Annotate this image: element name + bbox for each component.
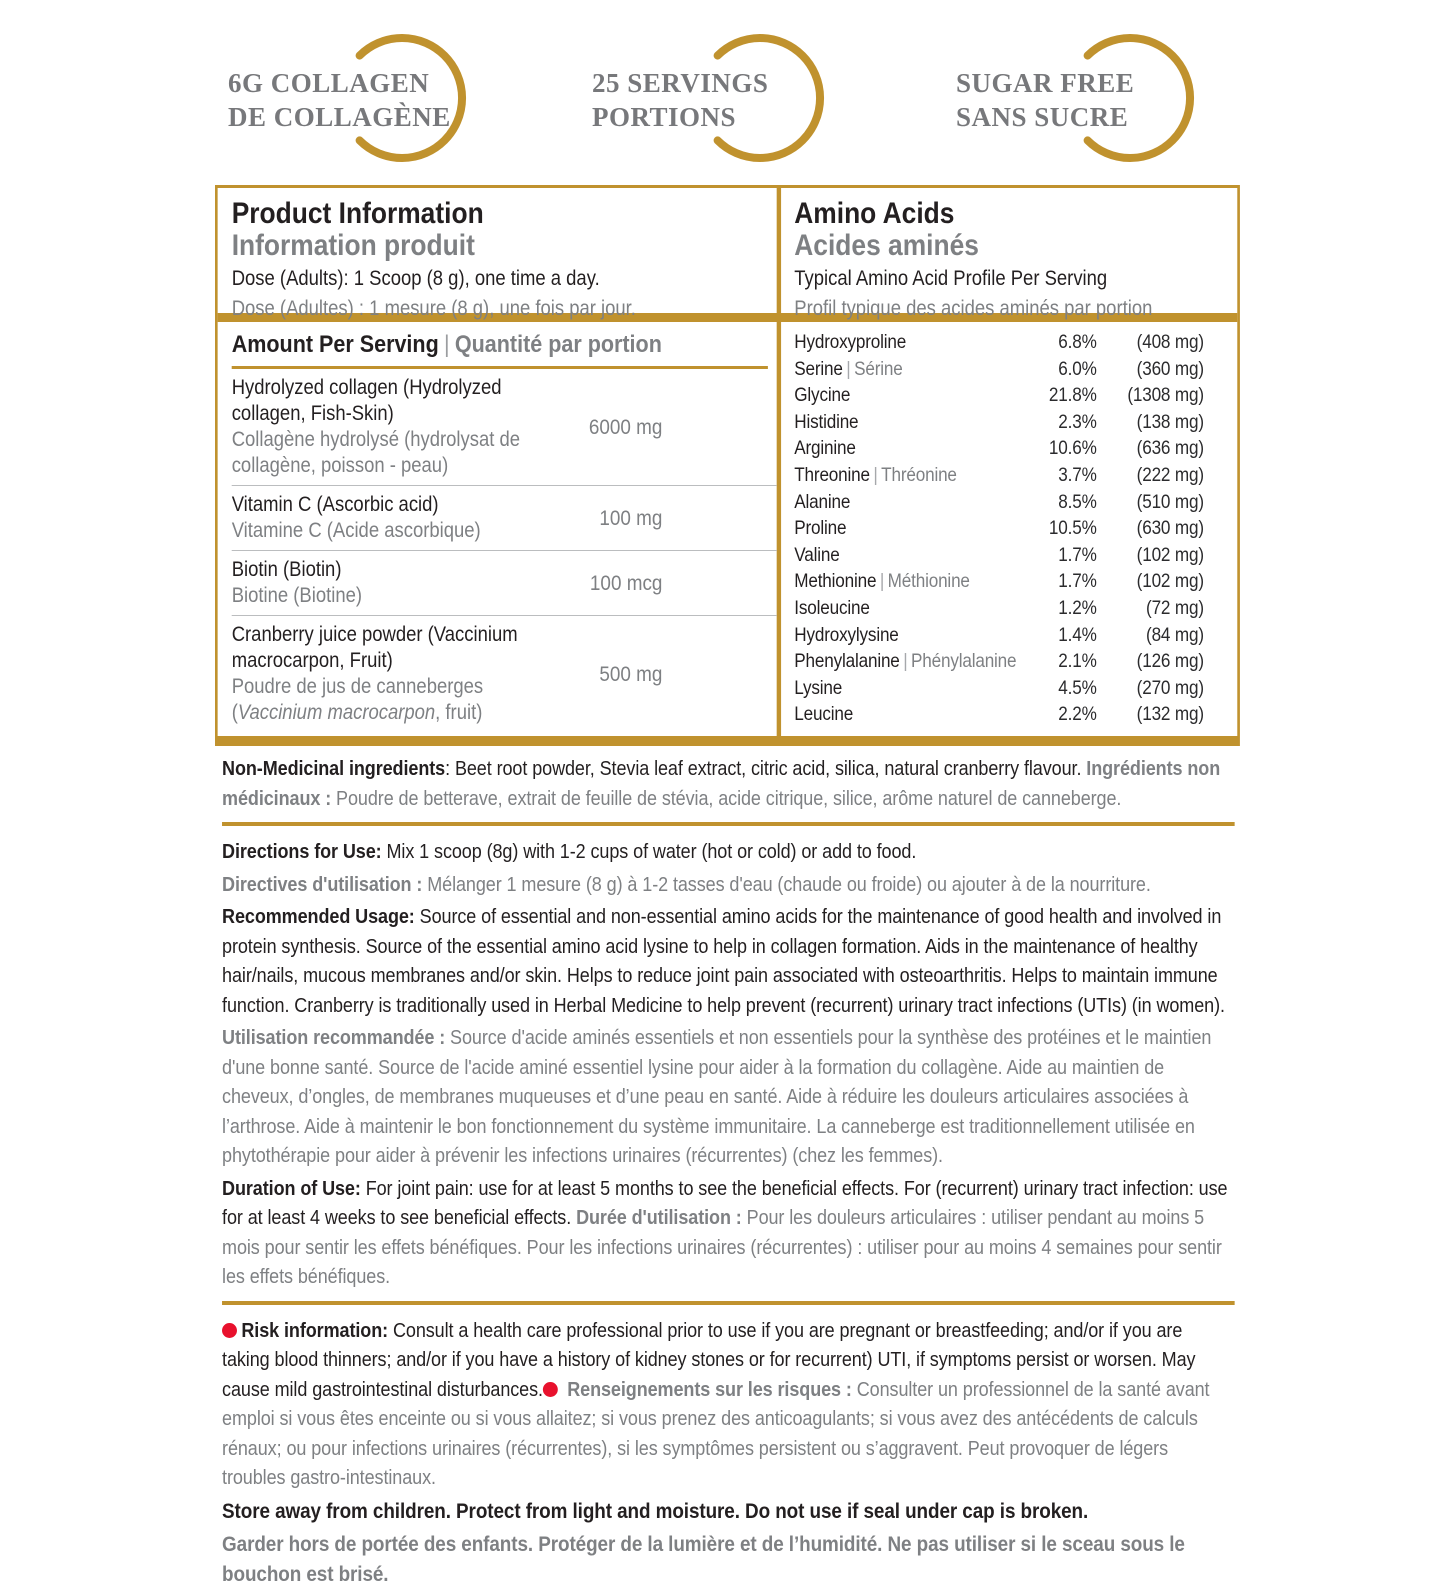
text-segment: Poudre de betterave, extrait de feuille de stévia, acide citrique, silice, arôme naturel de canneberge. — [331, 786, 1122, 810]
text-segment: Directives d'utilisation : — [222, 872, 423, 896]
text-segment: Pour les douleurs articulaires : utiliser pendant au moins 5 mois pour sentir les effets bénéfiques. Pour les infections urinaires (récurrentes) : utiliser pour au moins 4 semaines pour sentir les effets bénéfiques. — [222, 1206, 1222, 1288]
amino-acid-row — [794, 542, 1204, 569]
ingredient-name-fr-segment: Vaccinium macrocarpon — [237, 701, 436, 724]
text-segment: Garder hors de portée des enfants. Protéger de la lumière et de l’humidité. Ne pas utiliser si le sceau sous le bouchon est brisé. — [222, 1531, 1185, 1586]
amino-acid-name-en: Methionine — [794, 570, 877, 593]
amino-acid-name-en: Lysine — [794, 676, 843, 699]
amino-acid-name-en: Proline — [794, 517, 847, 540]
amount-per-serving-en: Amount Per Serving — [231, 331, 439, 358]
text-segment: Renseignements sur les risques : — [562, 1377, 852, 1401]
badge-sugar-free — [956, 30, 1196, 170]
label-content — [215, 185, 1240, 1589]
amino-subtitle-en: Typical Amino Acid Profile Per Serving — [794, 267, 1108, 290]
ingredient-name-fr — [232, 674, 524, 726]
amino-acid-mg: (138 mg) — [1136, 410, 1204, 433]
gold-rule — [222, 822, 1235, 826]
ingredient-name-en: Vitamin C (Ascorbic acid) — [231, 493, 439, 516]
text-segment: Store away from children. Protect from light and moisture. Do not use if seal under cap is broken. — [222, 1498, 1089, 1523]
directions-for-use-en — [222, 837, 1235, 867]
amino-acid-name — [794, 595, 1019, 622]
ingredient-name-en: Biotin (Biotin) — [231, 558, 342, 581]
amino-acid-name-en: Histidine — [794, 410, 859, 433]
amino-acid-name-en: Leucine — [794, 703, 854, 726]
amino-acid-mg: (510 mg) — [1136, 490, 1204, 513]
amino-acid-row — [794, 701, 1204, 728]
badge-collagen — [228, 30, 468, 170]
product-information-title-fr: Information produit — [231, 229, 475, 262]
ingredient-row — [232, 485, 777, 550]
ingredient-name-fr-segment: Collagène hydrolysé (hydrolysat de collagène, poisson - peau) — [231, 428, 521, 477]
amino-acid-name — [794, 675, 1019, 702]
ingredient-name-fr — [232, 583, 524, 609]
amino-acid-row — [794, 515, 1204, 542]
amino-acid-name — [794, 356, 1019, 383]
amino-acid-percent: 2.2% — [1058, 703, 1097, 726]
amount-per-serving-fr: Quantité par portion — [454, 331, 662, 358]
amino-acids-title-fr: Acides aminés — [794, 229, 979, 262]
amino-acid-mg: (126 mg) — [1136, 650, 1204, 673]
amino-acids-title-en: Amino Acids — [794, 197, 955, 230]
text-segment: Consult a health care professional prior to use if you are pregnant or breastfeeding; and/or if you are taking blood thinners; and/or if you have a history of kidney stones or for recurrent) UTI, if symptoms persist or worsen. May cause mild gastrointestinal disturbances. — [222, 1318, 1196, 1401]
amino-acid-mg: (132 mg) — [1136, 703, 1204, 726]
amino-acid-row — [794, 675, 1204, 702]
badge-servings-label — [592, 66, 768, 134]
ingredient-names — [232, 375, 531, 479]
table-body-row — [218, 322, 1238, 736]
risk-bullet-icon — [222, 1323, 237, 1338]
amino-acid-name — [794, 489, 1019, 516]
amino-acids-header — [781, 188, 1237, 320]
amino-acid-mg: (630 mg) — [1136, 517, 1204, 540]
amino-acid-name-fr: Phénylalanine — [910, 650, 1017, 673]
text-segment: Utilisation recommandée : — [222, 1026, 446, 1049]
amino-acid-percent: 1.2% — [1058, 596, 1097, 619]
text-segment: Consulter un professionnel de la santé avant emploi si vous êtes enceinte ou si vous allaitez; si vous prenez des anticoagulants; si vous avez des antécédents de calculs rénaux; ou pour infections urinaires (récurrentes), si les symptômes persistent ou s’aggravent. Peut provoquer de légers troubles gastro-intestinaux. — [222, 1377, 1210, 1489]
ingredient-amount: 500 mg — [599, 661, 663, 686]
text-segment: Recommended Usage: — [222, 905, 415, 928]
directions-for-use-fr — [222, 870, 1235, 900]
dose-line-fr: Dose (Adultes) : 1 mesure (8 g), une fois par jour. — [231, 297, 636, 320]
ingredient-names — [232, 622, 531, 726]
amino-acid-percent: 1.7% — [1058, 543, 1097, 566]
amino-acid-mg: (72 mg) — [1146, 596, 1204, 619]
ingredient-row — [232, 550, 777, 615]
storage-warning-en — [222, 1496, 1235, 1526]
amino-acid-name-en: Hydroxylysine — [794, 623, 899, 646]
amino-acid-row — [794, 435, 1204, 462]
amino-acid-mg: (1308 mg) — [1127, 384, 1204, 407]
product-information-title-en: Product Information — [231, 197, 484, 230]
amino-acid-name — [794, 329, 1019, 356]
amino-list — [794, 329, 1204, 728]
ingredient-name-fr-segment: Biotine (Biotine) — [231, 584, 363, 607]
amino-acid-row — [794, 409, 1204, 436]
badge-line: DE COLLAGÈNE — [228, 102, 451, 132]
amino-acids-panel — [781, 322, 1237, 736]
ingredients-list — [232, 369, 777, 732]
amino-acid-mg: (270 mg) — [1136, 676, 1204, 699]
amino-acid-name — [794, 648, 1019, 675]
name-pipe-separator: | — [879, 570, 885, 593]
risk-information — [222, 1316, 1235, 1493]
amino-acid-row — [794, 595, 1204, 622]
name-pipe-separator: | — [846, 357, 851, 380]
heading-separator: | — [443, 331, 450, 358]
amino-acid-row — [794, 648, 1204, 675]
ingredient-amount: 6000 mg — [588, 414, 663, 439]
amino-acid-mg: (102 mg) — [1136, 570, 1204, 593]
amino-acid-percent: 10.5% — [1048, 517, 1097, 540]
dose-line-en: Dose (Adults): 1 Scoop (8 g), one time a day. — [231, 267, 600, 290]
facts-table — [215, 185, 1240, 746]
non-medicinal-ingredients — [222, 754, 1235, 813]
amino-acid-percent: 2.1% — [1058, 650, 1097, 673]
amino-acid-percent: 10.6% — [1048, 437, 1097, 460]
amino-acid-mg: (636 mg) — [1136, 437, 1204, 460]
badge-line: SUGAR FREE — [956, 68, 1135, 98]
amino-acid-mg: (408 mg) — [1136, 331, 1204, 353]
name-pipe-separator: | — [873, 463, 878, 486]
badge-line: 25 SERVINGS — [592, 68, 769, 98]
gold-rule — [222, 1301, 1235, 1305]
text-segment: : Beet root powder, Stevia leaf extract, citric acid, silica, natural cranberry flavour. — [445, 757, 1087, 780]
amino-acid-name-en: Threonine — [794, 463, 870, 486]
text-segment: Risk information: — [241, 1318, 389, 1342]
amino-acid-name-en: Arginine — [794, 437, 856, 460]
amino-acid-row — [794, 568, 1204, 595]
amino-acid-mg: (360 mg) — [1136, 357, 1204, 380]
ingredient-name-en: Cranberry juice powder (Vaccinium macrocarpon, Fruit) — [231, 623, 518, 672]
recommended-usage-en — [222, 902, 1235, 1020]
ingredient-amount: 100 mcg — [589, 570, 663, 595]
amino-acid-percent: 8.5% — [1058, 490, 1097, 513]
storage-warning-fr — [222, 1529, 1235, 1589]
amino-acid-mg: (84 mg) — [1146, 623, 1204, 646]
amino-acid-percent: 21.8% — [1048, 384, 1097, 407]
amino-acid-name — [794, 382, 1019, 409]
risk-bullet-icon — [543, 1382, 558, 1397]
text-segment: For joint pain: use for at least 5 months to see the beneficial effects. For (recurrent) urinary tract infection: use for at least 4 weeks to see beneficial effects. — [222, 1176, 1228, 1229]
badge-sugar-free-label — [956, 66, 1134, 134]
amino-acid-name-en: Hydroxyproline — [794, 331, 907, 353]
amino-acid-name — [794, 568, 1019, 595]
text-segment: Durée d'utilisation : — [576, 1206, 742, 1229]
amount-per-serving-heading — [232, 330, 777, 360]
amino-acid-row — [794, 622, 1204, 649]
amino-acid-percent: 2.3% — [1058, 410, 1097, 433]
amino-acid-row — [794, 382, 1204, 409]
text-segment: Directions for Use: — [222, 840, 382, 863]
amino-acid-percent: 1.7% — [1058, 570, 1097, 593]
recommended-usage-fr — [222, 1023, 1235, 1171]
text-segment: Duration of Use: — [222, 1176, 361, 1200]
amino-acid-name — [794, 462, 1019, 489]
ingredient-name-fr — [232, 518, 524, 544]
ingredient-name-fr-segment: , fruit) — [435, 701, 483, 724]
amino-acid-name-fr: Méthionine — [887, 570, 970, 593]
amino-acid-name — [794, 622, 1019, 649]
amino-acid-mg: (222 mg) — [1136, 463, 1204, 486]
table-header-row — [218, 188, 1238, 320]
amino-acid-name — [794, 515, 1019, 542]
amino-acid-name-en: Glycine — [794, 384, 851, 407]
amino-acid-name — [794, 701, 1019, 728]
ingredient-name-en: Hydrolyzed collagen (Hydrolyzed collagen, Fish-Skin) — [231, 376, 502, 425]
amino-acid-mg: (102 mg) — [1136, 543, 1204, 566]
amino-acid-name-en: Valine — [794, 543, 840, 566]
product-information-header — [218, 188, 781, 320]
amino-acid-name — [794, 409, 1019, 436]
amino-acid-percent: 6.8% — [1058, 331, 1097, 353]
amino-acid-percent: 3.7% — [1058, 463, 1097, 486]
ingredient-name-fr — [232, 427, 524, 479]
amino-acid-percent: 6.0% — [1058, 357, 1097, 380]
ingredient-name-fr-segment: Poudre de jus de canneberges ( — [231, 675, 484, 724]
text-segment: Source of essential and non-essential amino acids for the maintenance of good health and involved in protein synthesis. Source of the essential amino acid lysine to help in collagen formation. Aids in the maintenance of healthy hair/nails, mucous membranes and/or skin. Helps to reduce joint pain associated with osteoarthritis. Helps to maintain immune function. Cranberry is traditionally used in Herbal Medicine to help prevent (recurrent) urinary tract infections (UTIs) (in women). — [222, 905, 1225, 1017]
amino-acid-name-en: Serine — [794, 357, 843, 380]
badge-line: 6G COLLAGEN — [228, 68, 430, 98]
ingredient-names — [232, 557, 531, 609]
duration-of-use — [222, 1174, 1235, 1292]
amino-acid-percent: 4.5% — [1058, 676, 1097, 699]
amino-acid-percent: 1.4% — [1058, 623, 1097, 646]
amino-acid-row — [794, 329, 1204, 356]
name-pipe-separator: | — [903, 650, 908, 673]
text-segment: Source d'acide aminés essentiels et non essentiels pour la synthèse des protéines et le maintien d'une bonne santé. Source de l'acide aminé essentiel lysine pour aider à la formation du collagène. Aide au maintien de cheveux, d’ongles, de membranes muqueuses et d’une peau en santé. Aide à réduire les douleurs articulaires associées à l’arthrose. Aide à maintenir le bon fonctionnement du système immunitaire. La canneberge est traditionnellement utilisée en phytothérapie pour aider à prévenir les infections urinaires (récurrentes) (chez les femmes). — [222, 1026, 1212, 1167]
amount-per-serving-panel — [218, 322, 781, 736]
badge-collagen-label — [228, 66, 451, 134]
amino-acid-name-en: Alanine — [794, 490, 851, 513]
badge-line: PORTIONS — [592, 102, 737, 132]
amino-acid-name — [794, 542, 1019, 569]
amino-acid-name-en: Isoleucine — [794, 596, 870, 619]
ingredient-name-fr-segment: Vitamine C (Acide ascorbique) — [231, 519, 481, 542]
amino-subtitle-fr: Profil typique des acides aminés par portion — [794, 297, 1153, 320]
text-segment: Mix 1 scoop (8g) with 1-2 cups of water (hot or cold) or add to food. — [381, 840, 917, 863]
amino-acid-name — [794, 435, 1019, 462]
text-segment: Mélanger 1 mesure (8 g) à 1-2 tasses d'eau (chaude ou froide) ou ajouter à de la nourriture. — [422, 872, 1151, 896]
text-sections — [215, 746, 1240, 1589]
badge-row — [0, 0, 1445, 185]
amino-acid-row — [794, 489, 1204, 516]
amino-acid-name-fr: Sérine — [854, 357, 903, 380]
badge-line: SANS SUCRE — [956, 102, 1129, 132]
amino-acid-row — [794, 356, 1204, 383]
ingredient-row — [232, 369, 777, 485]
ingredient-amount: 100 mg — [599, 505, 663, 530]
ingredient-names — [232, 492, 531, 544]
text-segment: Non-Medicinal ingredients — [222, 757, 446, 780]
amino-acid-name-fr: Thréonine — [881, 463, 957, 486]
amino-acid-name-en: Phenylalanine — [794, 650, 900, 673]
badge-servings — [592, 30, 826, 170]
text-segment: Ingrédients non médicinaux : — [222, 757, 1221, 810]
ingredient-row — [232, 615, 777, 732]
amino-acid-row — [794, 462, 1204, 489]
